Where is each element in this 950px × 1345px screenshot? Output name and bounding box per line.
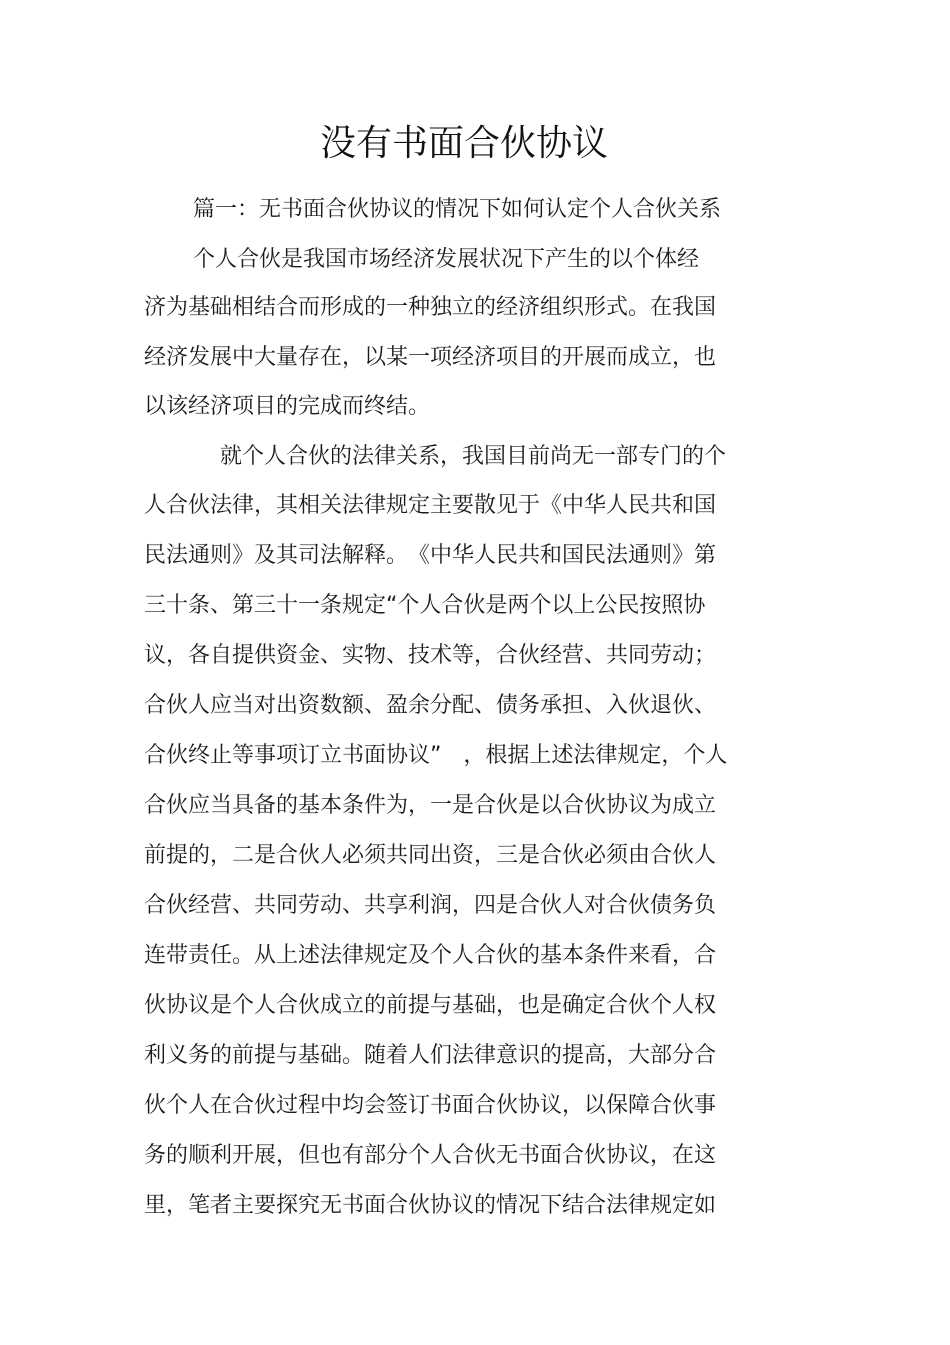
text-line: 以该经济项目的完成而终结。	[144, 394, 431, 419]
text-line: 经济发展中大量存在，以某一项经济项目的开展而成立，也	[144, 345, 717, 370]
text-line: 就个人合伙的法律关系，我国目前尚无一部专门的个	[220, 444, 727, 469]
text-line: 济为基础相结合而形成的一种独立的经济组织形式。在我国	[144, 295, 717, 320]
text-line: 合伙经营、共同劳动、共享利润，四是合伙人对合伙债务负	[144, 893, 717, 918]
text-line: 议，各自提供资金、实物、技术等，合伙经营、共同劳动；	[144, 643, 717, 668]
text-line: 里，笔者主要探究无书面合伙协议的情况下结合法律规定如	[144, 1193, 717, 1218]
text-line: 人合伙法律，其相关法律规定主要散见于《中华人民共和国	[144, 493, 717, 518]
text-line: 前提的，二是合伙人必须共同出资，三是合伙必须由合伙人	[144, 843, 717, 868]
text-line: 连带责任。从上述法律规定及个人合伙的基本条件来看，合	[144, 943, 717, 968]
text-line: 合伙应当具备的基本条件为，一是合伙是以合伙协议为成立	[144, 793, 717, 818]
text-line: 民法通则》及其司法解释。 《中华人民共和国民法通则》第	[144, 543, 717, 568]
text-line: 个人合伙是我国市场经济发展状况下产生的以个体经	[193, 247, 700, 272]
document-title: 没有书面合伙协议	[319, 123, 608, 164]
text-line: 务的顺利开展，但也有部分个人合伙无书面合伙协议，在这	[144, 1143, 717, 1168]
text-line: 合伙终止等事项订立书面协议” ，根据上述法律规定，个人	[144, 743, 728, 768]
text-line: 三十条、第三十一条规定“个人合伙是两个以上公民按照协	[144, 593, 706, 618]
text-line: 利义务的前提与基础。随着人们法律意识的提高，大部分合	[144, 1043, 717, 1068]
text-line: 伙个人在合伙过程中均会签订书面合伙协议，以保障合伙事	[144, 1093, 717, 1118]
text-line: 伙协议是个人合伙成立的前提与基础，也是确定合伙个人权	[144, 993, 717, 1018]
text-line: 篇一：无书面合伙协议的情况下如何认定个人合伙关系	[193, 197, 722, 222]
text-line: 合伙人应当对出资数额、盈余分配、债务承担、入伙退伙、	[144, 693, 717, 718]
